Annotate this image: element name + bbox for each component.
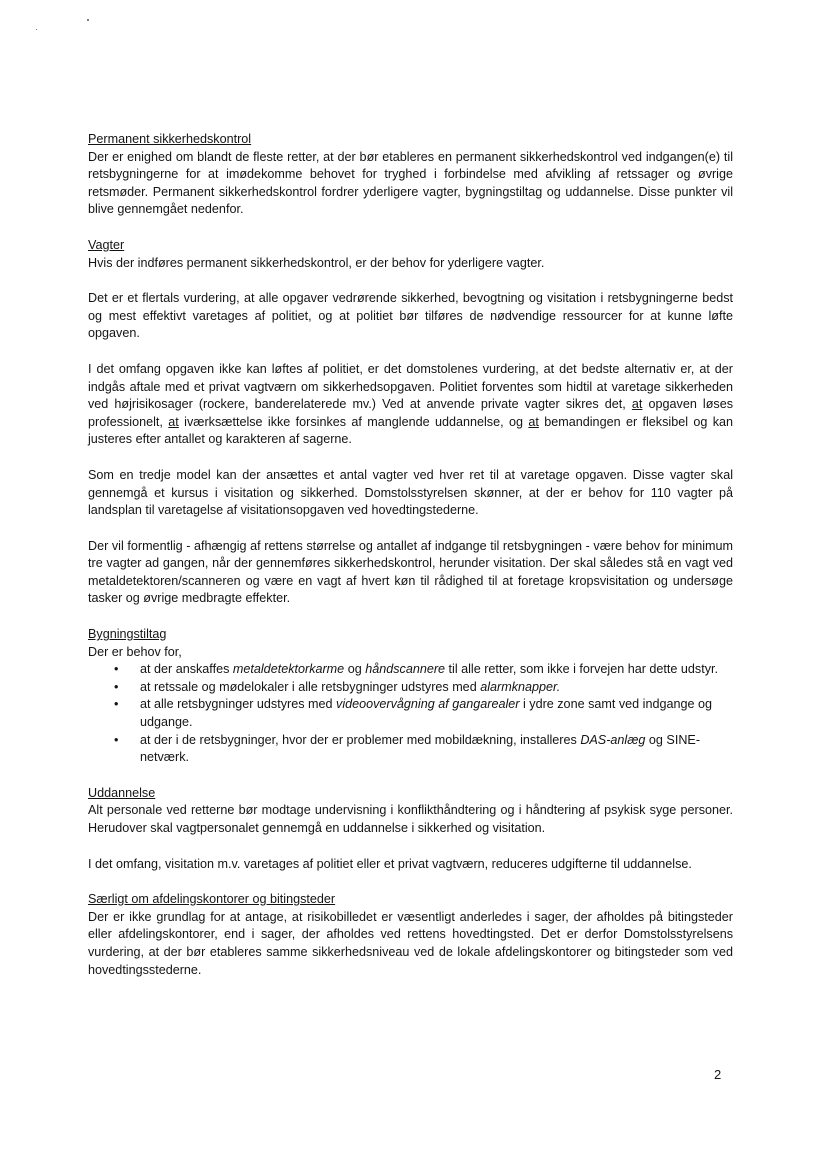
paragraph-guards-1: Hvis der indføres permanent sikkerhedskontrol, er der behov for yderligere vagter. — [88, 255, 545, 270]
text-segment: opgaven løses professionelt, — [88, 397, 734, 429]
heading-training: Uddannelse — [88, 785, 156, 800]
underlined-at: at — [528, 414, 539, 429]
text-segment: til alle retter, som ikke i forvejen har dette udstyr. — [448, 662, 719, 677]
document-body — [88, 131, 733, 979]
text-segment: at der anskaffes — [140, 662, 230, 677]
underlined-at: at — [168, 414, 179, 429]
bullet-icon: • — [114, 662, 119, 677]
paragraph-branch-offices: Der er ikke grundlag for at antage, at risikobilledet er væsentligt anderledes i sager, der afholdes på bitingsteder eller afdelingskontorer, end i sager, der afholdes ved rettens hovedtingsted. Det er derfor Domstolsstyrelsens vurdering, at der bør etableres samme sikkerhedsniveau ved de lokale afdelingskontorer og bitingsteder som ved hovedtingsstederne. — [88, 909, 733, 977]
page-number: 2 — [714, 1067, 722, 1082]
heading-building-measures: Bygningstiltag — [88, 627, 167, 642]
paragraph-guards-4: Som en tredje model kan der ansættes et antal vagter ved hver ret til at varetage opgaven. Disse vagter skal gennemgå et kursus i visitation og sikkerhed. Domstolsstyrelsen skønner, at der er behov for 110 vagter på landsplan til varetagelse af visitationsopgaven ved hovedtingstederne. — [88, 467, 733, 518]
list-item-text — [120, 732, 733, 767]
text-segment: bemandingen er fleksibel og kan justeres efter antallet og karakteren af sagerne. — [88, 414, 734, 447]
scan-speck — [87, 19, 89, 21]
bullet-icon: • — [114, 679, 119, 694]
list-item-text — [120, 679, 733, 697]
text-segment: at der i de retsbygninger, hvor der er problemer med mobildækning, installeres — [140, 732, 577, 747]
emphasis: videoovervågning af gangarealer — [336, 697, 520, 712]
emphasis: metaldetektorkarme — [232, 662, 345, 677]
heading-branch-offices: Særligt om afdelingskontorer og bitingsteder — [88, 892, 336, 907]
building-measures-list — [88, 661, 733, 767]
heading-permanent-security: Permanent sikkerhedskontrol — [88, 132, 252, 146]
bullet-icon: • — [114, 697, 119, 712]
text-segment: at alle retsbygninger udstyres med — [140, 697, 333, 712]
paragraph-guards-5: Der vil formentlig - afhængig af rettens størrelse og antallet af indgange til retsbygningen - være behov for minimum tre vagter ad gangen, når der gennemføres sikkerhedskontrol, herunder visitation. Der skal således stå en vagt ved metaldetektoren/scanneren og være en vagt af hvert køn til rådighed til at foretage kropsvisitation og undersøge tasker og øvrige medbragte effekter. — [88, 538, 733, 606]
list-item — [88, 732, 733, 767]
building-intro: Der er behov for, — [88, 644, 182, 659]
bullet-icon: • — [114, 732, 119, 747]
list-item — [88, 696, 733, 731]
text-segment: at retssale og mødelokaler i alle retsbygninger udstyres med — [140, 679, 477, 694]
text-segment: og SINE-netværk. — [140, 732, 701, 765]
paragraph-guards-2: Det er et flertals vurdering, at alle opgaver vedrørende sikkerhed, bevogtning og visitation i retsbygningerne bedst og mest effektivt varetages af politiet, og at politiet bør tilføres de nødvendige ressourcer for at kunne løfte opgaven. — [88, 291, 733, 341]
heading-guards: Vagter — [88, 237, 125, 252]
list-item — [88, 661, 733, 679]
text-segment: iværksættelse ikke forsinkes af manglende uddannelse, og — [184, 414, 523, 429]
paragraph-permanent-security: Der er enighed om blandt de fleste retter, at der bør etableres en permanent sikkerhedskontrol ved indgangen(e) til retsbygningerne for at imødekomme behovet for tryghed i forbindelse med afvikling af retssager og øvrige retsmøder. Permanent sikkerhedskontrol fordrer yderligere vagter, bygningstiltag og uddannelse. Disse punkter vil blive gennemgået nedenfor. — [88, 149, 733, 217]
list-item — [88, 679, 733, 697]
text-segment: I det omfang opgaven ikke kan løftes af politiet, er det domstolenes vurdering, at det bedste alternativ er, at der indgås aftale med et privat vagtværn om sikkerhedsopgaven. Politiet forventes som hidtil at varetage sikkerheden ved højrisikosager (rockere, banderelaterede mv.) Ved at anvende private vagter sikres det, — [88, 361, 733, 412]
scan-speck — [36, 29, 37, 30]
list-item-text — [120, 661, 733, 679]
emphasis: alarmknapper. — [480, 679, 561, 694]
paragraph-training-1: Alt personale ved retterne bør modtage undervisning i konflikthåndtering og i håndtering af psykisk syge personer. Herudover skal vagtpersonalet gennemgå en uddannelse i sikkerhed og visitation. — [88, 803, 733, 835]
text-segment: i ydre zone samt ved indgange og udgange. — [140, 697, 712, 730]
text-segment: og — [347, 662, 362, 677]
paragraph-guards-3 — [88, 361, 733, 449]
emphasis: håndscannere — [365, 662, 446, 677]
list-item-text — [120, 696, 733, 731]
underlined-at: at — [631, 397, 643, 412]
paragraph-training-2: I det omfang, visitation m.v. varetages af politiet eller et privat vagtværn, reduceres udgifterne til uddannelse. — [88, 856, 692, 871]
emphasis: DAS-anlæg — [580, 732, 646, 747]
